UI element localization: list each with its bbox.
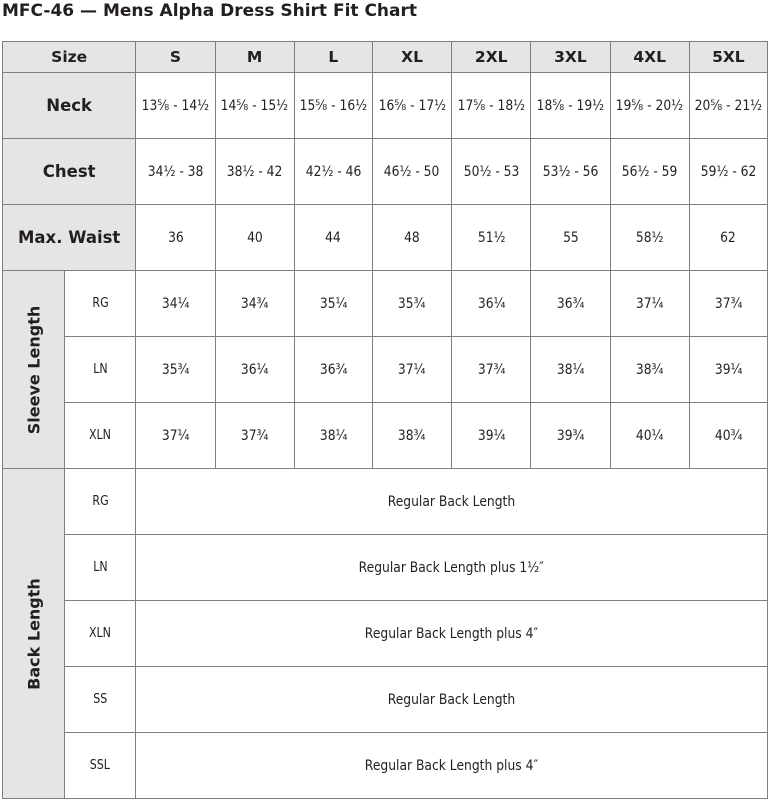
- chest-cell: 46½ - 50: [372, 139, 451, 205]
- chest-row: [3, 139, 768, 205]
- back-sub-label: SSL: [65, 733, 136, 799]
- size-header-label: Size: [3, 42, 136, 73]
- chest-cell: 50½ - 53: [452, 139, 531, 205]
- back-length-text: Regular Back Length: [136, 469, 768, 535]
- size-header-cell: 2XL: [452, 42, 531, 73]
- sleeve-cell: 36¼: [215, 337, 294, 403]
- sleeve-cell: 37¾: [689, 271, 767, 337]
- size-header-cell: 4XL: [610, 42, 689, 73]
- sleeve-cell: 38¾: [372, 403, 451, 469]
- waist-cell: 40: [215, 205, 294, 271]
- neck-label: Neck: [3, 73, 136, 139]
- size-header-cell: 5XL: [689, 42, 767, 73]
- sleeve-row: [3, 271, 768, 337]
- sleeve-sub-label: RG: [65, 271, 136, 337]
- waist-cell: 62: [689, 205, 767, 271]
- sleeve-row: [3, 337, 768, 403]
- sleeve-cell: 37¼: [136, 403, 215, 469]
- waist-cell: 58½: [610, 205, 689, 271]
- neck-cell: 19⅝ - 20½: [610, 73, 689, 139]
- sleeve-cell: 39¼: [452, 403, 531, 469]
- back-length-label: Back Length: [3, 469, 65, 799]
- back-sub-label: XLN: [65, 601, 136, 667]
- back-sub-label: LN: [65, 535, 136, 601]
- size-header-cell: 3XL: [531, 42, 610, 73]
- sleeve-cell: 37¾: [215, 403, 294, 469]
- back-row: [3, 469, 768, 535]
- sleeve-cell: 34¾: [215, 271, 294, 337]
- chest-cell: 38½ - 42: [215, 139, 294, 205]
- chest-cell: 34½ - 38: [136, 139, 215, 205]
- sleeve-sub-label: XLN: [65, 403, 136, 469]
- waist-label: Max. Waist: [3, 205, 136, 271]
- chest-cell: 59½ - 62: [689, 139, 767, 205]
- chest-label: Chest: [3, 139, 136, 205]
- sleeve-cell: 39¾: [531, 403, 610, 469]
- back-row: [3, 535, 768, 601]
- sleeve-cell: 36¾: [531, 271, 610, 337]
- sleeve-cell: 40¼: [610, 403, 689, 469]
- size-header-cell: S: [136, 42, 215, 73]
- sleeve-cell: 34¼: [136, 271, 215, 337]
- sleeve-cell: 40¾: [689, 403, 767, 469]
- chest-cell: 53½ - 56: [531, 139, 610, 205]
- back-row: [3, 667, 768, 733]
- chest-cell: 42½ - 46: [294, 139, 372, 205]
- sleeve-cell: 37¼: [610, 271, 689, 337]
- back-length-text: Regular Back Length plus 4″: [136, 733, 768, 799]
- waist-cell: 51½: [452, 205, 531, 271]
- sleeve-cell: 35¾: [372, 271, 451, 337]
- waist-cell: 55: [531, 205, 610, 271]
- size-header-cell: L: [294, 42, 372, 73]
- neck-cell: 17⅝ - 18½: [452, 73, 531, 139]
- size-header-cell: XL: [372, 42, 451, 73]
- neck-cell: 16⅝ - 17½: [372, 73, 451, 139]
- sleeve-cell: 37¾: [452, 337, 531, 403]
- back-length-text: Regular Back Length plus 1½″: [136, 535, 768, 601]
- back-sub-label: RG: [65, 469, 136, 535]
- page-title: MFC-46 — Mens Alpha Dress Shirt Fit Chart: [2, 1, 418, 21]
- back-row: [3, 601, 768, 667]
- neck-row: [3, 73, 768, 139]
- back-row: [3, 733, 768, 799]
- neck-cell: 13⅝ - 14½: [136, 73, 215, 139]
- sleeve-cell: 38¼: [294, 403, 372, 469]
- neck-cell: 14⅝ - 15½: [215, 73, 294, 139]
- sleeve-cell: 38¾: [610, 337, 689, 403]
- size-header-row: [3, 42, 768, 73]
- sleeve-cell: 38¼: [531, 337, 610, 403]
- neck-cell: 15⅝ - 16½: [294, 73, 372, 139]
- waist-cell: 48: [372, 205, 451, 271]
- back-sub-label: SS: [65, 667, 136, 733]
- sleeve-row: [3, 403, 768, 469]
- size-header-cell: M: [215, 42, 294, 73]
- sleeve-cell: 37¼: [372, 337, 451, 403]
- waist-row: [3, 205, 768, 271]
- back-length-text: Regular Back Length plus 4″: [136, 601, 768, 667]
- sleeve-cell: 35¾: [136, 337, 215, 403]
- neck-cell: 18⅝ - 19½: [531, 73, 610, 139]
- chest-cell: 56½ - 59: [610, 139, 689, 205]
- sleeve-cell: 39¼: [689, 337, 767, 403]
- waist-cell: 44: [294, 205, 372, 271]
- waist-cell: 36: [136, 205, 215, 271]
- sleeve-sub-label: LN: [65, 337, 136, 403]
- neck-cell: 20⅝ - 21½: [689, 73, 767, 139]
- back-length-text: Regular Back Length: [136, 667, 768, 733]
- sleeve-cell: 36¼: [452, 271, 531, 337]
- sleeve-length-label: Sleeve Length: [3, 271, 65, 469]
- sleeve-cell: 36¾: [294, 337, 372, 403]
- fit-chart-table: [2, 41, 768, 799]
- sleeve-cell: 35¼: [294, 271, 372, 337]
